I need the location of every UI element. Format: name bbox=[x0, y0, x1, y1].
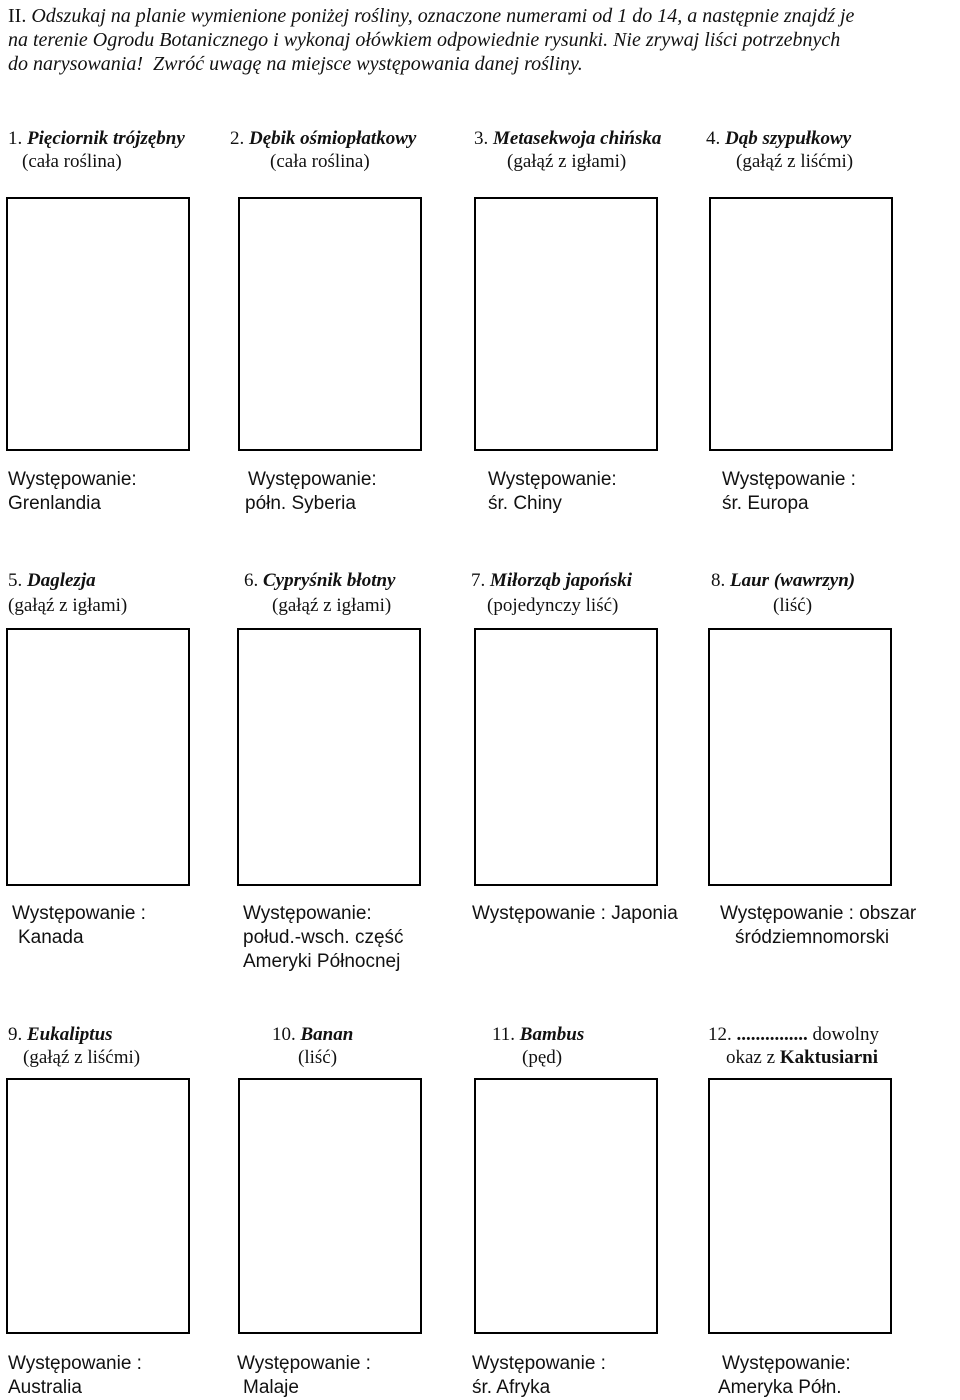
instruction-line-1: II. Odszukaj na planie wymienione poniżej rośliny, oznaczone numerami od 1 do 14, a następnie znajdź je bbox=[8, 5, 855, 27]
plant-5-occurrence: Kanada bbox=[18, 927, 84, 948]
plant-9-title: 9. Eukaliptus bbox=[8, 1024, 113, 1045]
plant-3-title: 3. Metasekwoja chińska bbox=[474, 128, 662, 149]
plant-12-title: 12. ............... dowolny bbox=[708, 1024, 879, 1045]
plant-8-part: (liść) bbox=[773, 595, 813, 616]
plant-3-occurrence: śr. Chiny bbox=[488, 493, 562, 514]
plant-4-occurrence: śr. Europa bbox=[722, 493, 809, 514]
plant-1-part: (cała roślina) bbox=[22, 151, 122, 172]
drawing-box-9[interactable] bbox=[6, 1078, 190, 1334]
plant-8-occurrence: śródziemnomorski bbox=[735, 927, 890, 948]
plant-4-title: 4. Dąb szypułkowy bbox=[706, 128, 852, 149]
plant-6-occurrence: połud.-wsch. część bbox=[243, 927, 404, 948]
plant-6-occurrence-2: Ameryki Północnej bbox=[243, 951, 401, 972]
plant-12-part: okaz z Kaktusiarni bbox=[726, 1047, 879, 1068]
plant-6-title: 6. Cypryśnik błotny bbox=[244, 570, 396, 591]
plant-7-title: 7. Miłorząb japoński bbox=[471, 570, 633, 591]
plant-10-part: (liść) bbox=[298, 1047, 338, 1068]
plant-11-title: 11. Bambus bbox=[492, 1024, 585, 1045]
drawing-box-7[interactable] bbox=[474, 628, 658, 886]
plant-9-occurrence-label: Występowanie : bbox=[8, 1353, 142, 1374]
plant-6-occurrence-label: Występowanie: bbox=[243, 903, 372, 924]
instruction-line-2: na terenie Ogrodu Botanicznego i wykonaj ołówkiem odpowiednie rysunki. Nie zrywaj liści potrzebnych bbox=[8, 29, 841, 51]
plant-5-title: 5. Daglezja bbox=[8, 570, 96, 591]
drawing-box-11[interactable] bbox=[474, 1078, 658, 1334]
plant-9-part: (gałąź z liśćmi) bbox=[23, 1047, 141, 1068]
drawing-box-4[interactable] bbox=[709, 197, 893, 451]
drawing-box-1[interactable] bbox=[6, 197, 190, 451]
plant-12-occurrence: Ameryka Półn. bbox=[718, 1377, 842, 1398]
plant-6-part: (gałąź z igłami) bbox=[272, 595, 392, 616]
plant-11-occurrence-label: Występowanie : bbox=[472, 1353, 606, 1374]
plant-12-occurrence-label: Występowanie: bbox=[722, 1353, 851, 1374]
plant-10-occurrence: Malaje bbox=[243, 1377, 299, 1398]
drawing-box-12[interactable] bbox=[708, 1078, 892, 1334]
plant-4-part: (gałąź z liśćmi) bbox=[736, 151, 854, 172]
plant-3-occurrence-label: Występowanie: bbox=[488, 469, 617, 490]
plant-3-part: (gałąź z igłami) bbox=[507, 151, 627, 172]
plant-7-occurrence-label: Występowanie : Japonia bbox=[472, 903, 678, 924]
plant-8-occurrence-label: Występowanie : obszar bbox=[720, 903, 917, 924]
plant-1-occurrence-label: Występowanie: bbox=[8, 469, 137, 490]
plant-2-title: 2. Dębik ośmiopłatkowy bbox=[230, 128, 417, 149]
plant-1-title: 1. Pięciornik trójzębny bbox=[8, 128, 185, 149]
plant-2-part: (cała roślina) bbox=[270, 151, 370, 172]
plant-10-occurrence-label: Występowanie : bbox=[237, 1353, 371, 1374]
drawing-box-8[interactable] bbox=[708, 628, 892, 886]
plant-5-part: (gałąź z igłami) bbox=[8, 595, 128, 616]
plant-2-occurrence: półn. Syberia bbox=[245, 493, 356, 514]
plant-11-occurrence: śr. Afryka bbox=[472, 1377, 551, 1398]
plant-10-title: 10. Banan bbox=[272, 1024, 354, 1045]
plant-1-occurrence: Grenlandia bbox=[8, 493, 101, 514]
instruction-line-3: do narysowania! Zwróć uwagę na miejsce występowania danej rośliny. bbox=[8, 53, 583, 75]
plant-8-title: 8. Laur (wawrzyn) bbox=[711, 570, 856, 591]
drawing-box-2[interactable] bbox=[238, 197, 422, 451]
plant-9-occurrence: Australia bbox=[8, 1377, 82, 1398]
drawing-box-5[interactable] bbox=[6, 628, 190, 886]
plant-7-part: (pojedynczy liść) bbox=[487, 595, 619, 616]
plant-5-occurrence-label: Występowanie : bbox=[12, 903, 146, 924]
drawing-box-3[interactable] bbox=[474, 197, 658, 451]
drawing-box-10[interactable] bbox=[238, 1078, 422, 1334]
plant-11-part: (pęd) bbox=[522, 1047, 563, 1068]
plant-4-occurrence-label: Występowanie : bbox=[722, 469, 856, 490]
drawing-box-6[interactable] bbox=[237, 628, 421, 886]
plant-2-occurrence-label: Występowanie: bbox=[248, 469, 377, 490]
